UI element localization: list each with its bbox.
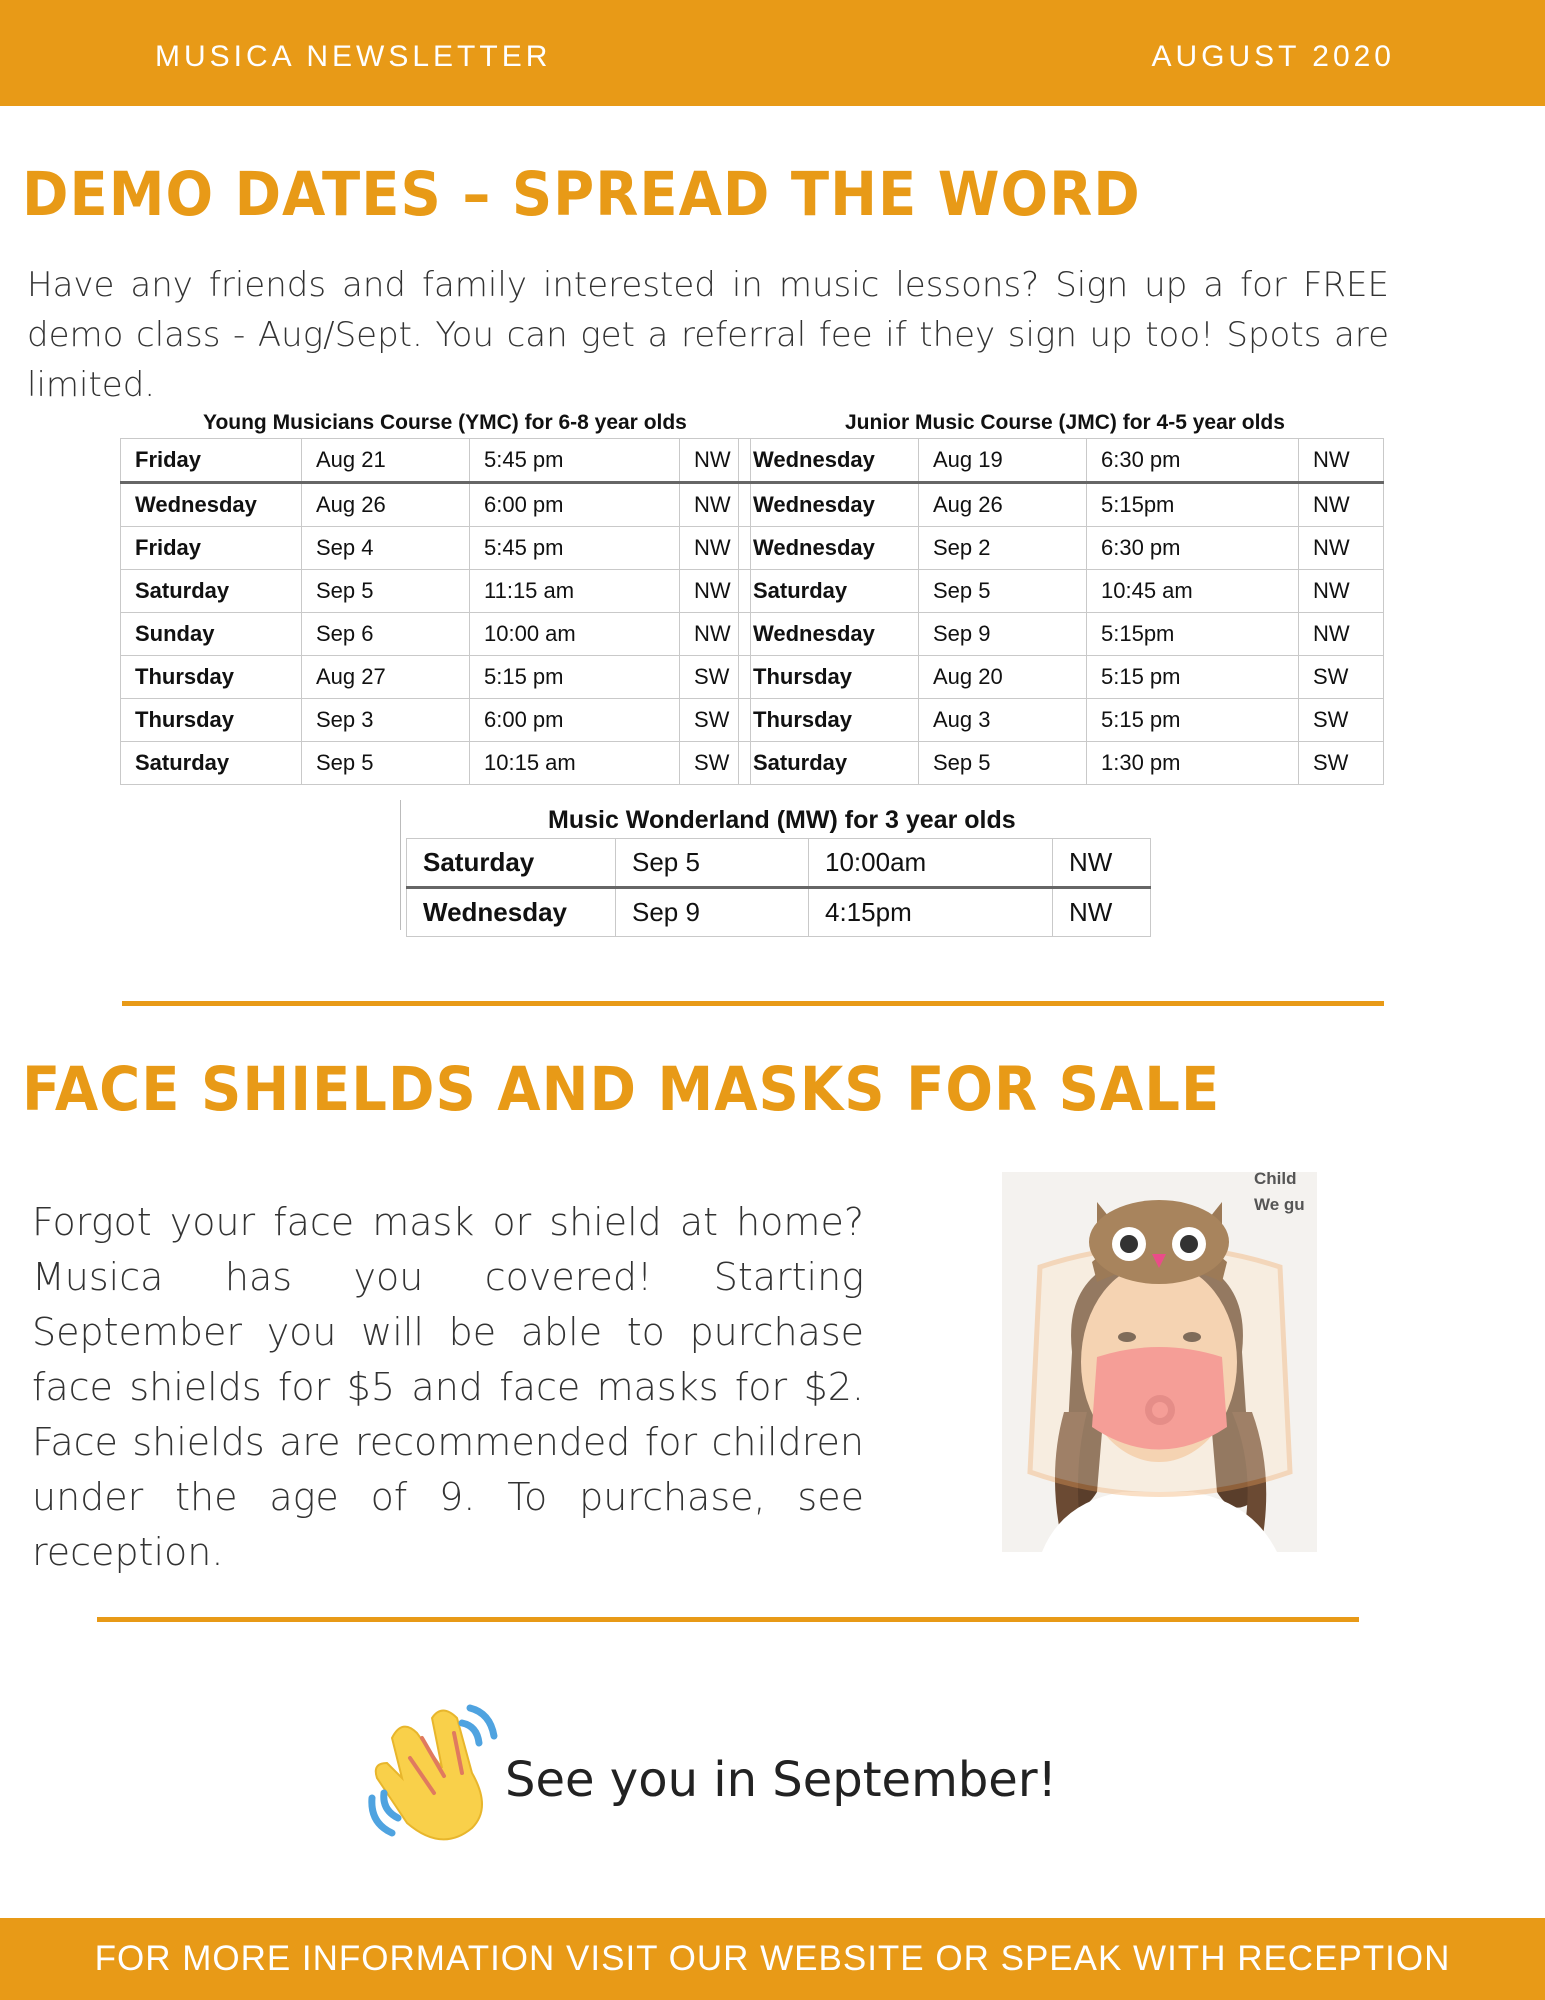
masks-heading: FACE SHIELDS AND MASKS FOR SALE: [22, 1055, 1221, 1126]
location-cell: SW: [1299, 656, 1384, 699]
time-cell: 5:15pm: [1087, 483, 1299, 527]
time-cell: 5:15pm: [1087, 613, 1299, 656]
day-cell: Wednesday: [407, 888, 616, 937]
location-cell: SW: [680, 742, 751, 785]
date-cell: Aug 3: [919, 699, 1087, 742]
table-row: [121, 656, 751, 699]
demo-intro: Have any friends and family interested in music lessons? Sign up a for FREE demo class - Aug/Sept. You can get a referral fee if they sign up too! Spots are limited.: [27, 265, 1389, 405]
day-cell: Wednesday: [739, 613, 919, 656]
location-cell: NW: [1053, 888, 1151, 937]
time-cell: 5:15 pm: [470, 656, 680, 699]
table-row: [407, 888, 1151, 937]
date-cell: Sep 3: [302, 699, 470, 742]
table-row: [739, 613, 1384, 656]
ymc-table-body: [121, 439, 751, 785]
date-cell: Sep 6: [302, 613, 470, 656]
location-cell: SW: [1299, 699, 1384, 742]
date-cell: Sep 2: [919, 527, 1087, 570]
day-cell: Friday: [121, 439, 302, 483]
ymc-table: [120, 438, 751, 785]
location-cell: SW: [680, 656, 751, 699]
child-face-shield-photo: [1002, 1172, 1317, 1552]
location-cell: SW: [680, 699, 751, 742]
location-cell: NW: [680, 483, 751, 527]
date-cell: Aug 26: [919, 483, 1087, 527]
location-cell: NW: [1299, 439, 1384, 483]
mw-left-border: [400, 800, 401, 930]
table-row: [739, 656, 1384, 699]
day-cell: Saturday: [121, 742, 302, 785]
date-cell: Sep 5: [919, 742, 1087, 785]
jmc-caption: Junior Music Course (JMC) for 4-5 year olds: [845, 411, 1285, 434]
table-row: [739, 742, 1384, 785]
table-row: [739, 439, 1384, 483]
table-row: [121, 483, 751, 527]
location-cell: NW: [1299, 613, 1384, 656]
footer-bar: FOR MORE INFORMATION VISIT OUR WEBSITE OR SPEAK WITH RECEPTION: [0, 1918, 1545, 2000]
day-cell: Saturday: [739, 742, 919, 785]
time-cell: 6:30 pm: [1087, 527, 1299, 570]
date-cell: Sep 4: [302, 527, 470, 570]
table-row: [739, 483, 1384, 527]
photo-text-1: Child: [1254, 1172, 1297, 1188]
photo-text-2: We gu: [1254, 1195, 1305, 1214]
table-row: [739, 527, 1384, 570]
waving-hand-icon: [362, 1698, 502, 1843]
day-cell: Friday: [121, 527, 302, 570]
day-cell: Saturday: [407, 839, 616, 888]
demo-heading: DEMO DATES – SPREAD THE WORD: [22, 160, 1141, 231]
date-cell: Sep 5: [919, 570, 1087, 613]
mw-table: [406, 838, 1151, 937]
table-row: [121, 613, 751, 656]
day-cell: Wednesday: [739, 483, 919, 527]
day-cell: Thursday: [121, 656, 302, 699]
table-row: [121, 742, 751, 785]
time-cell: 6:30 pm: [1087, 439, 1299, 483]
time-cell: 10:00 am: [470, 613, 680, 656]
time-cell: 6:00 pm: [470, 483, 680, 527]
time-cell: 1:30 pm: [1087, 742, 1299, 785]
time-cell: 5:15 pm: [1087, 699, 1299, 742]
day-cell: Sunday: [121, 613, 302, 656]
section-divider-2: [97, 1617, 1359, 1622]
location-cell: NW: [680, 613, 751, 656]
mw-caption: Music Wonderland (MW) for 3 year olds: [548, 806, 1016, 834]
time-cell: 11:15 am: [470, 570, 680, 613]
day-cell: Saturday: [739, 570, 919, 613]
date-cell: Sep 5: [616, 839, 809, 888]
newsletter-title: MUSICA NEWSLETTER: [155, 40, 552, 73]
time-cell: 5:45 pm: [470, 439, 680, 483]
location-cell: NW: [680, 527, 751, 570]
date-cell: Aug 19: [919, 439, 1087, 483]
closing-message: See you in September!: [505, 1752, 1057, 1808]
location-cell: NW: [1299, 570, 1384, 613]
date-cell: Sep 9: [616, 888, 809, 937]
date-cell: Aug 21: [302, 439, 470, 483]
date-cell: Sep 5: [302, 570, 470, 613]
jmc-table-body: [739, 439, 1384, 785]
time-cell: 6:00 pm: [470, 699, 680, 742]
day-cell: Wednesday: [739, 527, 919, 570]
table-row: [739, 570, 1384, 613]
time-cell: 10:45 am: [1087, 570, 1299, 613]
location-cell: NW: [1053, 839, 1151, 888]
table-row: [121, 439, 751, 483]
time-cell: 10:00am: [809, 839, 1053, 888]
date-cell: Sep 5: [302, 742, 470, 785]
day-cell: Wednesday: [739, 439, 919, 483]
ymc-caption: Young Musicians Course (YMC) for 6-8 year olds: [203, 411, 687, 434]
day-cell: Thursday: [739, 699, 919, 742]
day-cell: Wednesday: [121, 483, 302, 527]
section-divider-1: [122, 1001, 1384, 1006]
day-cell: Saturday: [121, 570, 302, 613]
table-row: [121, 570, 751, 613]
time-cell: 10:15 am: [470, 742, 680, 785]
day-cell: Thursday: [121, 699, 302, 742]
date-cell: Aug 20: [919, 656, 1087, 699]
date-cell: Aug 26: [302, 483, 470, 527]
time-cell: 5:45 pm: [470, 527, 680, 570]
location-cell: NW: [1299, 527, 1384, 570]
header-bar: [0, 0, 1545, 106]
date-cell: Aug 27: [302, 656, 470, 699]
location-cell: NW: [1299, 483, 1384, 527]
time-cell: 4:15pm: [809, 888, 1053, 937]
table-row: [121, 699, 751, 742]
mw-table-body: [407, 839, 1151, 937]
jmc-table: [738, 438, 1384, 785]
time-cell: 5:15 pm: [1087, 656, 1299, 699]
location-cell: NW: [680, 439, 751, 483]
table-row: [739, 699, 1384, 742]
day-cell: Thursday: [739, 656, 919, 699]
issue-date: AUGUST 2020: [1151, 40, 1395, 73]
table-row: [407, 839, 1151, 888]
masks-body: Forgot your face mask or shield at home? Musica has you covered! Starting September you will be able to purchase face shields for $5 and face masks for $2. Face shields are recommended for children under the age of 9. To purchase, see reception.: [32, 1200, 864, 1574]
table-row: [121, 527, 751, 570]
date-cell: Sep 9: [919, 613, 1087, 656]
location-cell: SW: [1299, 742, 1384, 785]
location-cell: NW: [680, 570, 751, 613]
